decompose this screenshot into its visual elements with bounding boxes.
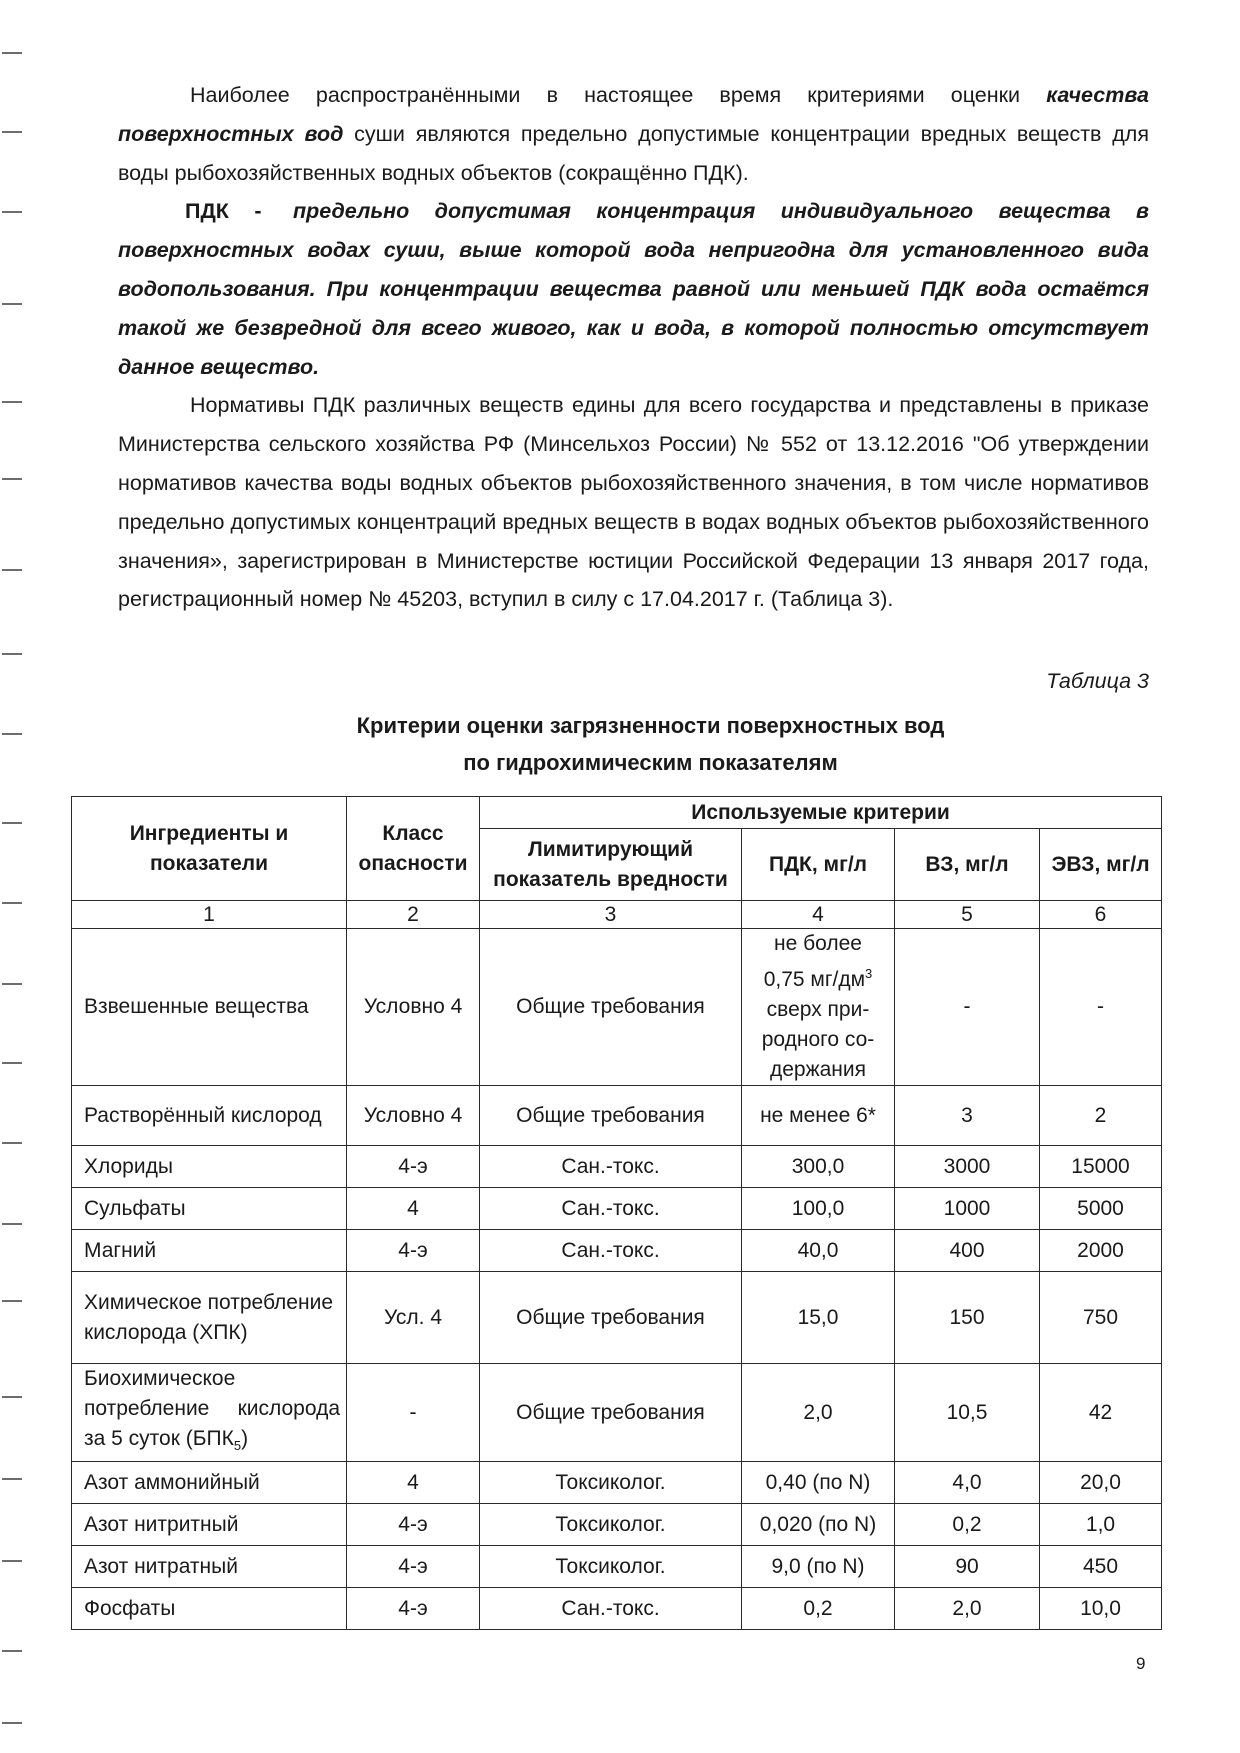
cell-pdk: 9,0 (по N) — [742, 1546, 895, 1588]
cell-pdk: 0,2 — [742, 1588, 895, 1630]
cell-class: Условно 4 — [347, 929, 480, 1086]
pdk-line — [748, 959, 888, 995]
ingredient-text: Биохимическое потребление кислорода за 5 суток (БПК — [84, 1367, 340, 1450]
cell-vz: 400 — [895, 1230, 1040, 1272]
cell-limiting: Сан.-токс. — [480, 1588, 742, 1630]
table-title-line-1: Критерии оценки загрязненности поверхностных вод — [356, 713, 945, 738]
cell-pdk: не менее 6* — [742, 1086, 895, 1146]
column-number-row — [72, 901, 1162, 929]
cell-limiting: Сан.-токс. — [480, 1146, 742, 1188]
table-title — [118, 707, 1149, 781]
cell-ingredient: Химическое потребление кислорода (ХПК) — [72, 1272, 347, 1364]
cell-limiting: Токсиколог. — [480, 1504, 742, 1546]
cell-pdk: 2,0 — [742, 1364, 895, 1462]
cell-class: 4 — [347, 1462, 480, 1504]
header-criteria: Используемые критерии — [480, 797, 1162, 829]
cell-class: Усл. 4 — [347, 1272, 480, 1364]
cell-class: Условно 4 — [347, 1086, 480, 1146]
cell-limiting: Общие требования — [480, 929, 742, 1086]
ingredient-subscript: 5 — [233, 1438, 242, 1454]
cell-class: 4-э — [347, 1504, 480, 1546]
pdk-superscript: 3 — [865, 966, 873, 981]
cell-limiting: Общие требования — [480, 1364, 742, 1462]
cell-pdk: 15,0 — [742, 1272, 895, 1364]
criteria-table — [71, 796, 1162, 1630]
cell-pdk: 0,020 (по N) — [742, 1504, 895, 1546]
table-header-row — [72, 797, 1162, 829]
cell-vz: 1000 — [895, 1188, 1040, 1230]
cell-ingredient: Сульфаты — [72, 1188, 347, 1230]
cell-class: 4-э — [347, 1546, 480, 1588]
header-evz: ЭВЗ, мг/л — [1040, 829, 1162, 901]
intro-emphasis: качества поверхностных вод — [118, 83, 1149, 146]
cell-evz: 5000 — [1040, 1188, 1162, 1230]
page-number: 9 — [1136, 1654, 1146, 1673]
cell-ingredient: Растворённый кислород — [72, 1086, 347, 1146]
cell-pdk: 0,40 (по N) — [742, 1462, 895, 1504]
cell-evz: 750 — [1040, 1272, 1162, 1364]
paragraph-intro — [118, 76, 1149, 192]
cell-class: 4 — [347, 1188, 480, 1230]
body-text — [118, 76, 1149, 619]
cell-pdk: 40,0 — [742, 1230, 895, 1272]
table-row — [72, 1272, 1162, 1364]
col-num: 4 — [742, 901, 895, 929]
col-num: 1 — [72, 901, 347, 929]
table-row — [72, 1462, 1162, 1504]
cell-evz: 2000 — [1040, 1230, 1162, 1272]
table-row — [72, 1364, 1162, 1462]
cell-ingredient: Азот нитратный — [72, 1546, 347, 1588]
header-vz: ВЗ, мг/л — [895, 829, 1040, 901]
cell-ingredient: Взвешенные вещества — [72, 929, 347, 1086]
col-num: 6 — [1040, 901, 1162, 929]
cell-evz: 1,0 — [1040, 1504, 1162, 1546]
binder-edge-marks — [0, 0, 26, 1753]
cell-vz: 2,0 — [895, 1588, 1040, 1630]
cell-evz: 2 — [1040, 1086, 1162, 1146]
ingredient-text-end: ) — [241, 1427, 249, 1450]
cell-ingredient: Азот нитритный — [72, 1504, 347, 1546]
col-num: 3 — [480, 901, 742, 929]
paragraph-regulation: Нормативы ПДК различных веществ едины для всего государства и представлены в приказе Министерства сельского хозяйства РФ (Минсельхоз России) № 552 от 13.12.2016 "Об утверждении нормативов качества воды водных объектов рыбохозяйственного значения, в том числе нормативов предельно допустимых концентраций вредных веществ в водах водных объектов рыбохозяйственного значения», зарегистрирован в Министерстве юстиции Российской Федерации 13 января 2017 года, регистрационный номер № 45203, вступил в силу с 17.04.2017 г. (Таблица 3). — [118, 393, 1149, 612]
cell-ingredient: Фосфаты — [72, 1588, 347, 1630]
cell-evz: 42 — [1040, 1364, 1162, 1462]
cell-evz: 20,0 — [1040, 1462, 1162, 1504]
header-ingredients: Ингредиенты и показатели — [72, 797, 347, 901]
col-num: 5 — [895, 901, 1040, 929]
definition-term: ПДК - — [185, 199, 262, 224]
cell-limiting: Токсиколог. — [480, 1462, 742, 1504]
cell-class: 4-э — [347, 1588, 480, 1630]
table-row — [72, 1504, 1162, 1546]
table-row — [72, 1188, 1162, 1230]
header-limiting: Лимитирующий показатель вредности — [480, 829, 742, 901]
intro-text-1: Наиболее распространёнными в настоящее время критериями оценки — [190, 83, 1047, 107]
cell-vz: 4,0 — [895, 1462, 1040, 1504]
cell-evz: - — [1040, 929, 1162, 1086]
pdk-line: сверх при- — [766, 998, 870, 1021]
header-hazard-class: Класс опасности — [347, 797, 480, 901]
table-row — [72, 1588, 1162, 1630]
cell-evz: 15000 — [1040, 1146, 1162, 1188]
pdk-text: 0,75 мг/дм — [763, 968, 866, 991]
header-pdk: ПДК, мг/л — [742, 829, 895, 901]
cell-vz: 10,5 — [895, 1364, 1040, 1462]
cell-pdk — [742, 929, 895, 1086]
cell-ingredient — [72, 1364, 347, 1462]
cell-vz: - — [895, 929, 1040, 1086]
cell-ingredient: Азот аммонийный — [72, 1462, 347, 1504]
table-row — [72, 929, 1162, 1086]
cell-class: 4-э — [347, 1146, 480, 1188]
cell-vz: 90 — [895, 1546, 1040, 1588]
pdk-line: не более — [774, 932, 862, 955]
cell-class: - — [347, 1364, 480, 1462]
cell-vz: 3000 — [895, 1146, 1040, 1188]
definition-text: предельно допустимая концентрация индивидуального вещества в поверхностных водах суши, выше которой вода непригодна для установленного вида водопользования. При концентрации вещества равной или меньшей ПДК вода остаётся такой же безвредной для всего живого, как и вода, в которой полностью отсутствует данное вещество. — [118, 199, 1149, 379]
cell-limiting: Общие требования — [480, 1272, 742, 1364]
table-title-line-2: по гидрохимическим показателям — [463, 750, 838, 775]
cell-vz: 3 — [895, 1086, 1040, 1146]
pdk-line: родного со- — [761, 1028, 875, 1051]
cell-limiting: Токсиколог. — [480, 1546, 742, 1588]
table-row — [72, 1546, 1162, 1588]
cell-limiting: Сан.-токс. — [480, 1230, 742, 1272]
table-row — [72, 1230, 1162, 1272]
intro-text-2: суши являются предельно допустимые концентрации вредных веществ для воды рыбохозяйственных водных объектов (сокращённо ПДК). — [118, 121, 1149, 185]
cell-ingredient: Хлориды — [72, 1146, 347, 1188]
cell-pdk: 300,0 — [742, 1146, 895, 1188]
cell-pdk: 100,0 — [742, 1188, 895, 1230]
cell-limiting: Общие требования — [480, 1086, 742, 1146]
table-label: Таблица 3 — [1046, 669, 1149, 693]
cell-vz: 0,2 — [895, 1504, 1040, 1546]
paragraph-definition — [118, 192, 1149, 386]
table-row — [72, 1086, 1162, 1146]
cell-vz: 150 — [895, 1272, 1040, 1364]
cell-limiting: Сан.-токс. — [480, 1188, 742, 1230]
cell-evz: 10,0 — [1040, 1588, 1162, 1630]
col-num: 2 — [347, 901, 480, 929]
cell-ingredient: Магний — [72, 1230, 347, 1272]
table-row — [72, 1146, 1162, 1188]
cell-class: 4-э — [347, 1230, 480, 1272]
cell-evz: 450 — [1040, 1546, 1162, 1588]
pdk-line: держания — [769, 1058, 867, 1081]
